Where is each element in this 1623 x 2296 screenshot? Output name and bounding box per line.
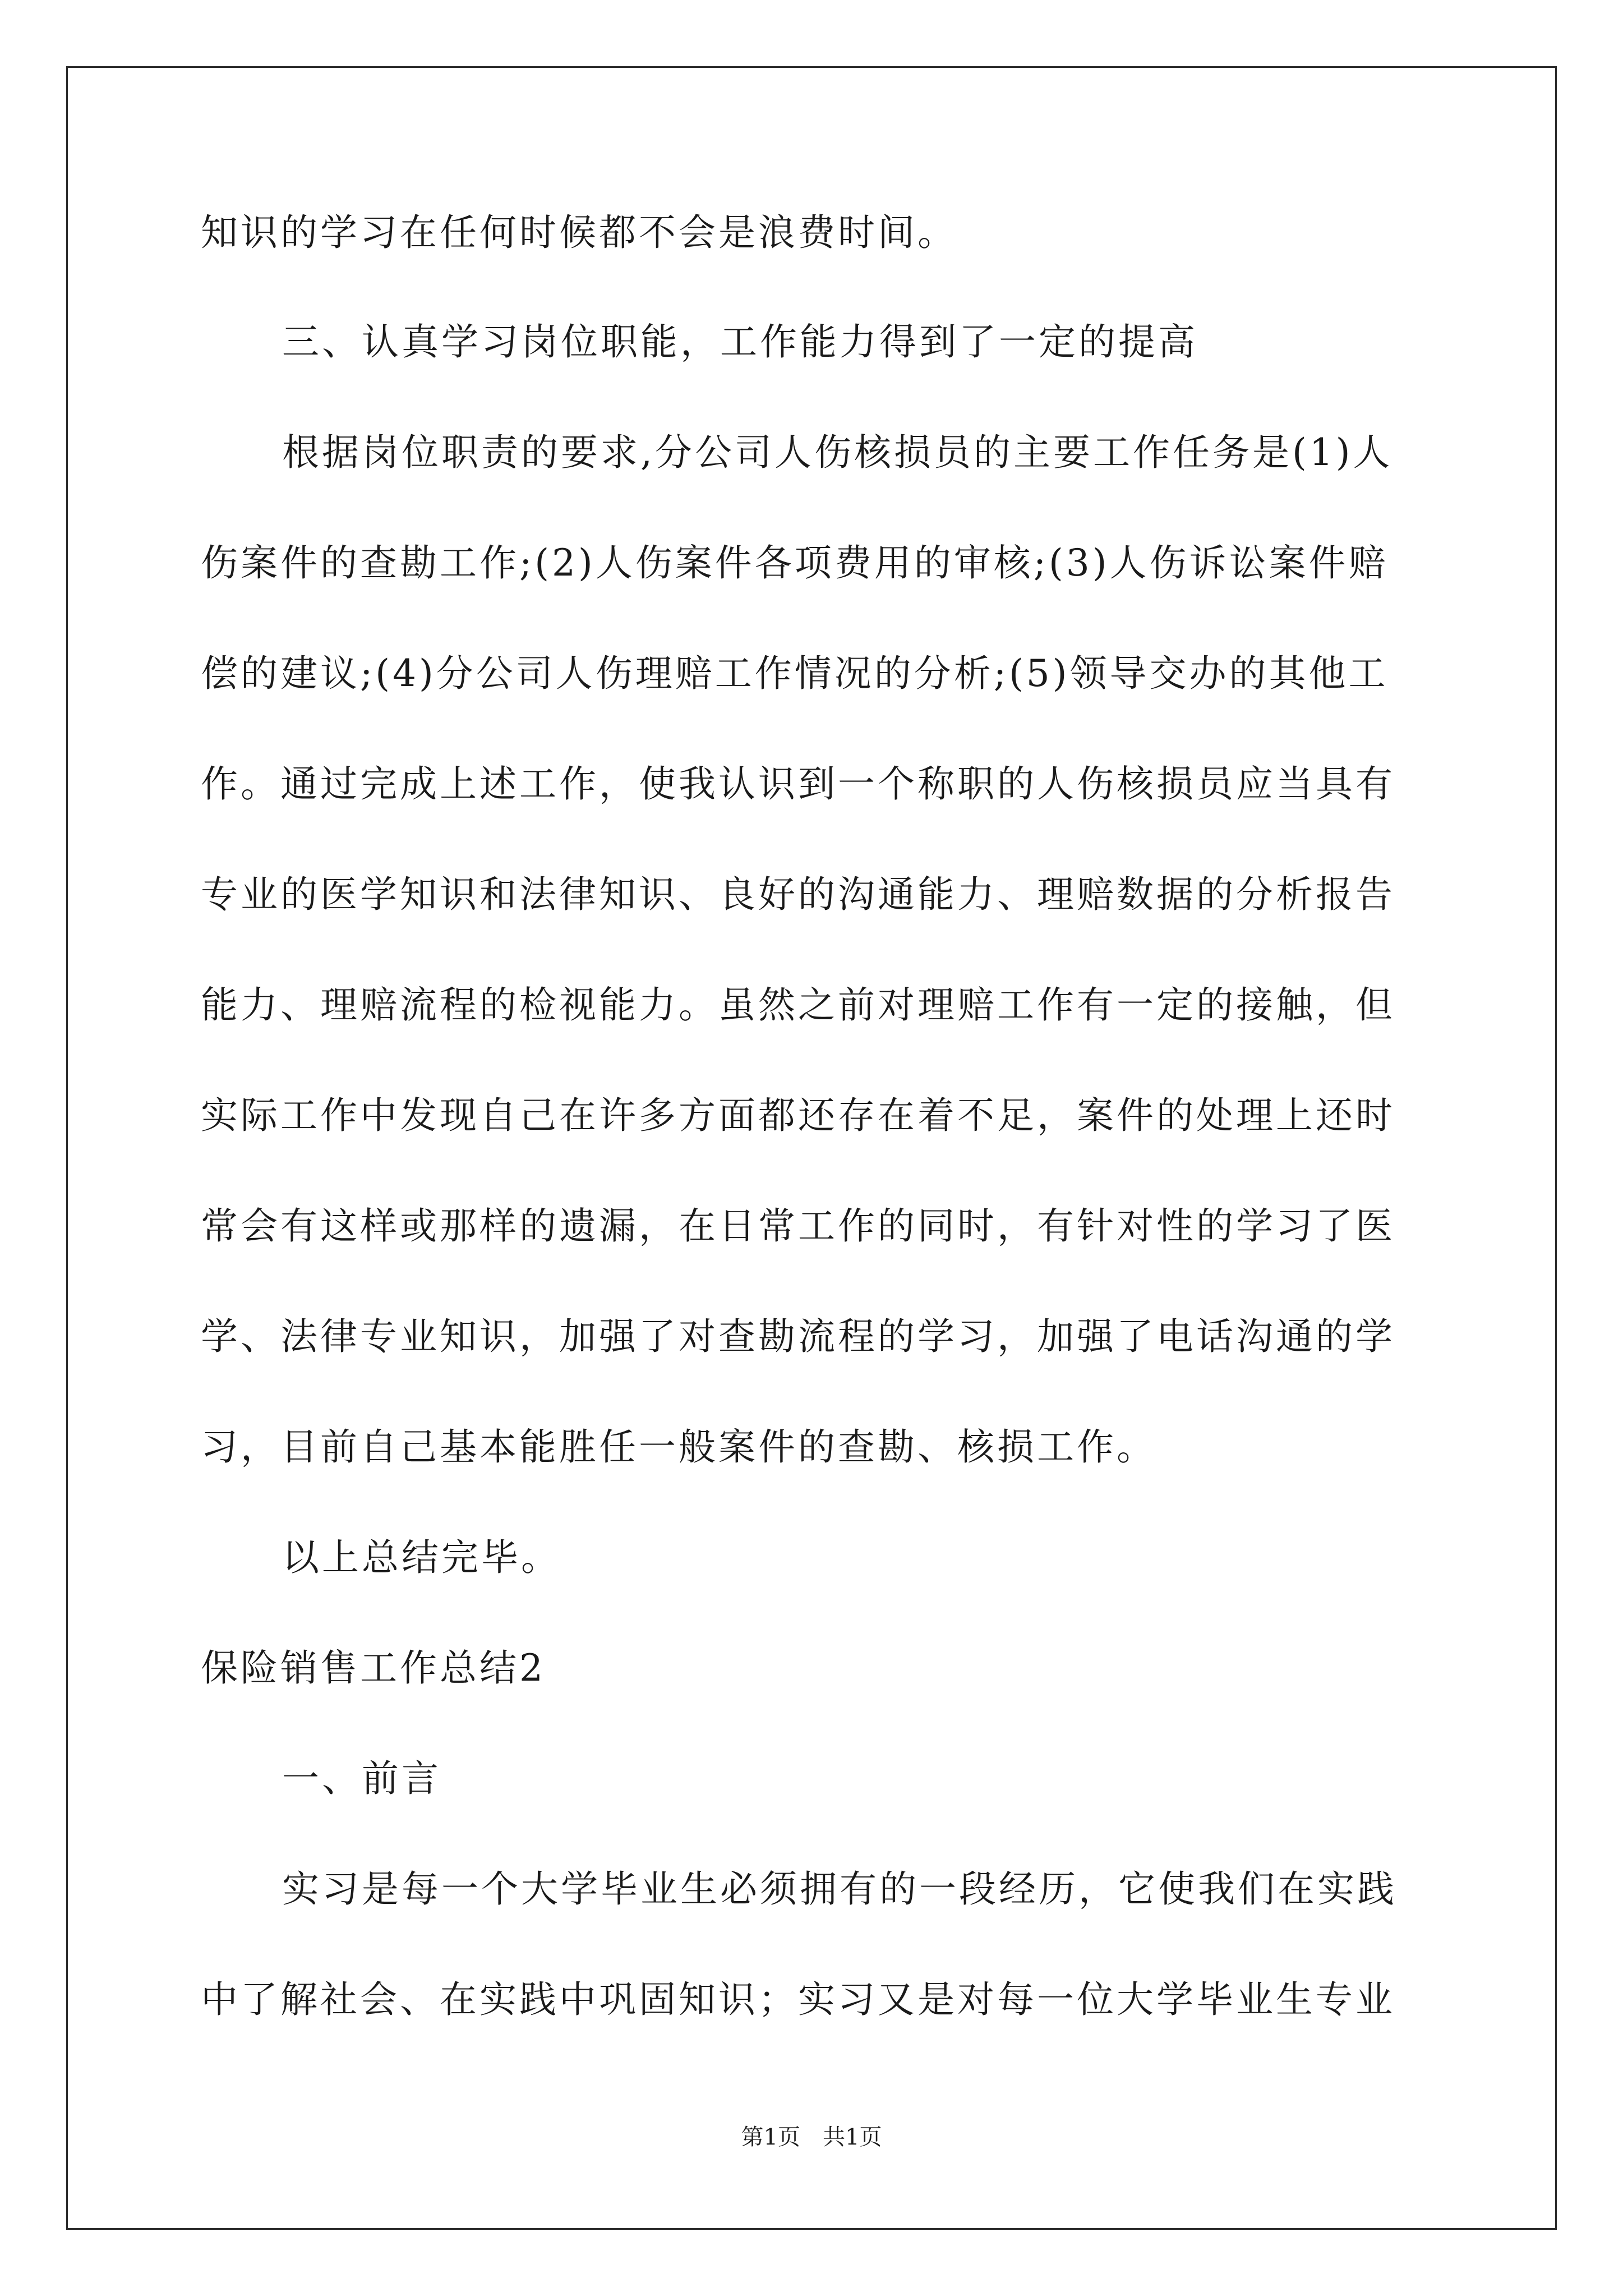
body-line: 专业的医学知识和法律知识、良好的沟通能力、理赔数据的分析报告 [201, 873, 1395, 916]
body-line: 知识的学习在任何时候都不会是浪费时间。 [201, 211, 957, 254]
body-line: 学、法律专业知识，加强了对查勘流程的学习，加强了电话沟通的学 [201, 1315, 1395, 1358]
body-line: 中了解社会、在实践中巩固知识；实习又是对每一位大学毕业生专业 [201, 1978, 1395, 2021]
body-line: 偿的建议;(4)分公司人伤理赔工作情况的分析;(5)领导交办的其他工 [201, 652, 1389, 695]
body-line: 常会有这样或那样的遗漏，在日常工作的同时，有针对性的学习了医 [201, 1204, 1395, 1248]
section-heading: 一、前言 [282, 1757, 441, 1800]
body-line: 实习是每一个大学毕业生必须拥有的一段经历，它使我们在实践 [282, 1867, 1397, 1911]
section-heading: 三、认真学习岗位职能，工作能力得到了一定的提高 [282, 320, 1198, 364]
body-line: 实际工作中发现自己在许多方面都还存在着不足，案件的处理上还时 [201, 1094, 1395, 1137]
body-line: 以上总结完毕。 [282, 1536, 561, 1579]
body-line: 根据岗位职责的要求,分公司人伤核损员的主要工作任务是(1)人 [282, 431, 1393, 474]
body-line: 能力、理赔流程的检视能力。虽然之前对理赔工作有一定的接触，但 [201, 983, 1395, 1027]
body-line: 作。通过完成上述工作，使我认识到一个称职的人伤核损员应当具有 [201, 762, 1395, 806]
page-number-footer: 第1页 共1页 [741, 2124, 882, 2150]
body-line: 习，目前自己基本能胜任一般案件的查勘、核损工作。 [201, 1425, 1156, 1469]
body-line: 伤案件的查勘工作;(2)人伤案件各项费用的审核;(3)人伤诉讼案件赔 [201, 541, 1389, 585]
document-title: 保险销售工作总结2 [201, 1646, 546, 1690]
